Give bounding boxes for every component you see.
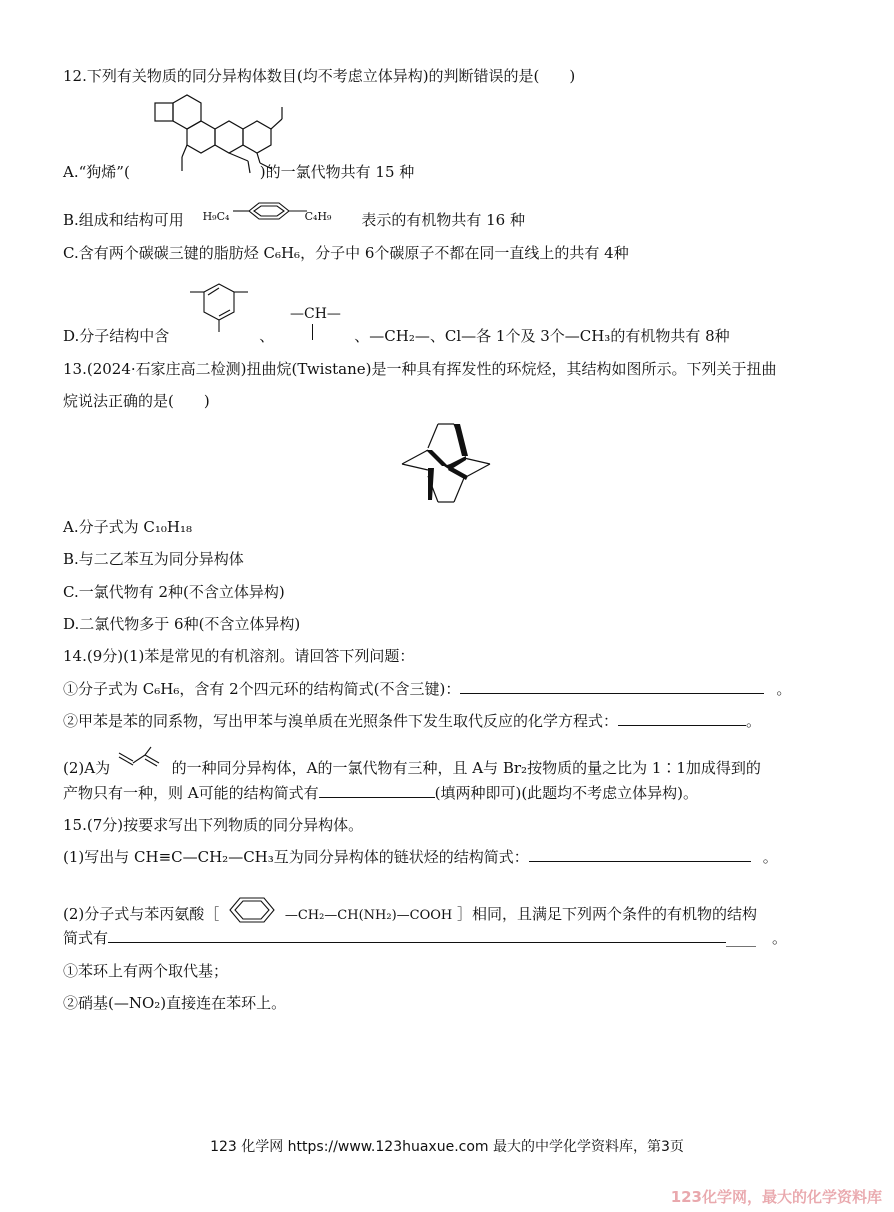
q13-stem-line1: 13.(2024·石家庄高二检测)扭曲烷(Twistane)是一种具有挥发性的环烷烃，其结构如图所示。下列关于扭曲 [63, 360, 777, 378]
q14-part2 [63, 711, 761, 731]
q14-p2-answer-blank[interactable] [618, 711, 746, 726]
phenyl-ring-svg [224, 895, 280, 925]
b-left-group: H₉C₄ [202, 210, 230, 223]
q12-option-b [63, 210, 525, 231]
q14-p3-post: 的一种同分异构体，A的一氯代物有三种，且 A与 Br₂按物质的量之比为 1∶1加成得到的 [171, 759, 761, 777]
twistane-svg [398, 420, 494, 506]
q15-p1-pre: (1)写出与 CH≡C—CH₂—CH₃互为同分异构体的链状烃的结构简式： [63, 848, 529, 866]
q14-part3 [63, 751, 761, 778]
q14-p1-pre: ①分子式为 C₆H₆，含有 2个四元环的结构简式(不含三键)： [63, 680, 461, 698]
q12-d-sep: 、 [259, 327, 275, 345]
q14-p4-answer-blank[interactable] [319, 783, 435, 798]
q12-stem: 12.下列有关物质的同分异构体数目(均不考虑立体异构)的判断错误的是( ) [63, 67, 576, 85]
q15-part1 [63, 847, 778, 867]
q15-p1-post: 。 [762, 848, 778, 866]
page-footer: 123 化学网 https://www.123huaxue.com 最大的中学化学资料库，第3页 [210, 1139, 684, 1155]
q14-part4 [63, 783, 698, 803]
q12-option-c: C.含有两个碳碳三键的脂肪烃 C₆H₆，分子中 6个碳原子不都在同一直线上的共有 4种 [63, 244, 629, 262]
q14-part1 [63, 679, 791, 699]
q12-a-post: )的一氯代物共有 15 种 [259, 163, 415, 181]
q14-p1-post: 。 [776, 680, 792, 698]
q13-option-c: C.一氯代物有 2种(不含立体异构) [63, 583, 285, 601]
q12-b-pre: B.组成和结构可用 [63, 211, 184, 229]
b-right-group: C₄H₉ [304, 210, 332, 223]
q15-p2-post: ］相同，且满足下列两个条件的有机物的结构 [457, 905, 758, 923]
q13-stem-line2: 烷说法正确的是( ) [63, 392, 210, 410]
q15-stem: 15.(7分)按要求写出下列物质的同分异构体。 [63, 816, 364, 834]
q12-b-post: 表示的有机物共有 16 种 [361, 211, 525, 229]
q14-stem: 14.(9分)(1)苯是常见的有机溶剂。请回答下列问题： [63, 647, 415, 665]
q15-part3 [63, 928, 787, 948]
q14-p4-post: (填两种即可)(此题均不考虑立体异构)。 [434, 784, 699, 802]
q14-p3-pre: (2)A为 [63, 759, 111, 777]
q15-part2 [63, 895, 757, 926]
dibutylbenzene-structure [189, 211, 357, 231]
q14-p4-pre: 产物只有一种，则 A可能的结构简式有 [63, 784, 319, 802]
q15-p3-pre: 简式有 [63, 929, 109, 947]
q15-p3-answer-blank[interactable] [108, 928, 726, 943]
q14-p2-post: 。 [746, 712, 762, 730]
q13-option-a: A.分子式为 C₁₀H₁₈ [63, 518, 192, 536]
watermark: 123化学网，最大的化学资料库 [670, 1188, 882, 1206]
q15-p2-pre: (2)分子式与苯丙氨酸［ [63, 905, 220, 923]
q15-p3-post: 。 [772, 929, 788, 947]
q13-option-d: D.二氯代物多于 6种(不含立体异构) [63, 615, 301, 633]
q14-p1-answer-blank[interactable] [460, 679, 764, 694]
q15-condition-1: ①苯环上有两个取代基； [63, 962, 229, 980]
q12-a-pre: A.“狗烯”( [63, 163, 130, 181]
q15-condition-2: ②硝基(—NO₂)直接连在苯环上。 [63, 994, 287, 1012]
phenylalanine-side-chain: —CH₂—CH(NH₂)—COOH [284, 908, 453, 923]
twistane-structure [398, 420, 494, 510]
q15-p1-answer-blank[interactable] [529, 847, 751, 862]
q12-d-post: 、—CH₂—、Cl—各 1个及 3个—CH₃的有机物共有 8种 [354, 327, 730, 345]
q14-p2-pre: ②甲苯是苯的同系物，写出甲苯与溴单质在光照条件下发生取代反应的化学方程式： [63, 712, 619, 730]
ch-fragment-structure [290, 304, 341, 322]
diene-structure-svg [115, 751, 167, 775]
q13-option-b: B.与二乙苯互为同分异构体 [63, 550, 244, 568]
q12-option-d [63, 326, 730, 346]
ch-fragment-label: —CH— [290, 306, 341, 322]
q12-d-pre: D.分子结构中含 [63, 327, 170, 345]
q12-option-a [63, 162, 414, 182]
q15-p3-tail: ____ [726, 929, 757, 947]
